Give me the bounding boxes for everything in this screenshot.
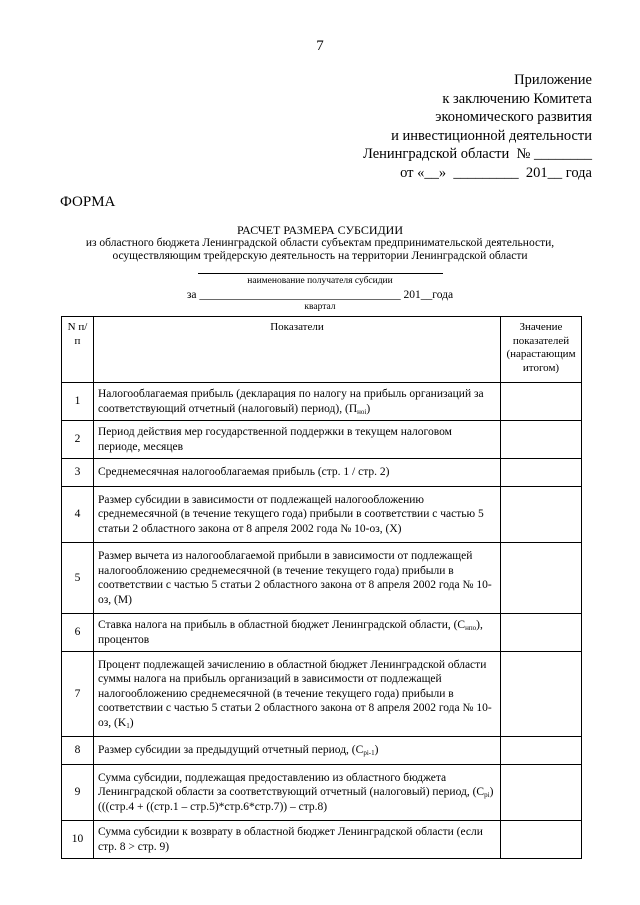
value-cell[interactable] <box>501 652 582 737</box>
document-title <box>0 224 640 263</box>
period-caption: квартал <box>304 302 336 312</box>
indicator-text: Размер субсидии за предыдущий отчетный период, (С <box>98 744 364 757</box>
recipient-caption: наименование получателя субсидии <box>247 276 393 286</box>
indicator-text: Размер вычета из налогооблагаемой прибыли в зависимости от подлежащей налогообложению среднемесячной (в течение текущего года) прибыли в соответствии с частью 5 статьи 2 областного закона от 8 апреля 2002 года № 10-оз, (М) <box>98 550 492 606</box>
table-row <box>62 383 582 421</box>
row-indicator <box>94 765 501 821</box>
indicator-tail: ) <box>374 744 379 757</box>
appendix-line: и инвестиционной деятельности <box>391 127 592 144</box>
value-cell[interactable] <box>501 765 582 821</box>
appendix-line: экономического развития <box>435 109 592 125</box>
row-number: 10 <box>62 821 94 859</box>
indicator-tail: ) <box>366 402 371 415</box>
appendix-line: Ленинградской области № ________ <box>362 146 592 162</box>
table-row <box>62 459 582 487</box>
row-indicator <box>94 421 501 459</box>
value-cell[interactable] <box>501 821 582 859</box>
row-number: 1 <box>62 383 94 421</box>
row-number: 7 <box>62 652 94 737</box>
period-field <box>0 289 640 312</box>
row-indicator <box>94 652 501 737</box>
indicator-text: Налогооблагаемая прибыль (декларация по налогу на прибыль организаций за соответствующий отчетный (налоговый) период), (П <box>98 388 484 415</box>
table-header-row <box>62 317 582 383</box>
appendix-line: Приложение <box>514 72 592 88</box>
row-number: 9 <box>62 765 94 821</box>
value-cell[interactable] <box>501 614 582 652</box>
value-cell[interactable] <box>501 421 582 459</box>
title-line: осуществляющим трейдерскую деятельность на территории Ленинградской области <box>112 250 528 262</box>
value-cell[interactable] <box>501 383 582 421</box>
row-number: 6 <box>62 614 94 652</box>
table-row <box>62 614 582 652</box>
row-indicator <box>94 383 501 421</box>
title-line: из областного бюджета Ленинградской области субъектам предпринимательской деятельности, <box>85 237 555 249</box>
indicator-subscript: pi <box>484 791 490 800</box>
header-indicators: Показатели <box>94 317 501 383</box>
row-number: 3 <box>62 459 94 487</box>
table-row <box>62 652 582 737</box>
row-number: 4 <box>62 487 94 543</box>
indicator-text: Период действия мер государственной поддержки в текущем налоговом периоде, месяцев <box>98 426 452 453</box>
row-number: 5 <box>62 543 94 614</box>
period-line: за ___________________________________ 201__года <box>186 289 454 301</box>
indicator-tail: ) (((стр.4 + ((стр.1 – стр.5)*стр.6*стр.7)) – стр.8) <box>98 786 494 813</box>
indicator-subscript: pi-1 <box>363 749 375 758</box>
table-row <box>62 543 582 614</box>
indicator-text: Размер субсидии в зависимости от подлежащей налогообложению среднемесячной (в течение текущего года) прибыли в соответствии с частью 5 статьи 2 областного закона от 8 апреля 2002 года № 10-оз, (Х) <box>98 493 484 535</box>
row-indicator <box>94 459 501 487</box>
title-heading: РАСЧЕТ РАЗМЕРА СУБСИДИИ <box>236 223 404 237</box>
recipient-underline <box>198 273 443 274</box>
indicator-text: Сумма субсидии к возврату в областной бюджет Ленинградской области (если стр. 8 > стр. 9) <box>98 826 483 853</box>
value-cell[interactable] <box>501 737 582 765</box>
form-label: ФОРМА <box>60 194 116 210</box>
table-row <box>62 737 582 765</box>
table-row <box>62 821 582 859</box>
indicator-subscript: нпо <box>465 624 477 632</box>
row-indicator <box>94 487 501 543</box>
recipient-field <box>0 273 640 286</box>
row-indicator <box>94 737 501 765</box>
appendix-line: к заключению Комитета <box>442 90 592 107</box>
indicator-subscript: 1 <box>126 721 130 730</box>
page-number: 7 <box>316 38 324 54</box>
appendix-block <box>363 71 592 182</box>
value-cell[interactable] <box>501 543 582 614</box>
row-indicator <box>94 543 501 614</box>
row-number: 8 <box>62 737 94 765</box>
table-row <box>62 487 582 543</box>
appendix-line: от «__» _________ 201__ года <box>400 164 592 181</box>
indicator-text: Процент подлежащей зачислению в областной бюджет Ленинградской области суммы налога на прибыль организаций в зависимости от подлежащей налогообложению среднемесячной (в течение текущего года) прибыли в соответствии с частью 5 статьи 2 областного закона от 8 апреля 2002 года № 10-оз, (K <box>98 658 492 729</box>
table-row <box>62 421 582 459</box>
header-num: N п/п <box>62 317 94 383</box>
indicator-text: Ставка налога на прибыль в областной бюджет Ленинградской области, (С <box>98 619 466 631</box>
header-value: Значение показателей (нарастающим итогом) <box>501 317 582 383</box>
indicator-tail: ) <box>129 716 134 729</box>
table-row <box>62 765 582 821</box>
value-cell[interactable] <box>501 487 582 543</box>
row-number: 2 <box>62 421 94 459</box>
row-indicator <box>94 614 501 652</box>
row-indicator <box>94 821 501 859</box>
indicator-text: Сумма субсидии, подлежащая предоставлению из областного бюджета Ленинградской области за соответствующий отчетный (налоговый) период, (С <box>98 771 485 799</box>
indicator-tail: ), процентов <box>98 619 483 646</box>
indicator-text: Среднемесячная налогооблагаемая прибыль (стр. 1 / стр. 2) <box>98 466 390 479</box>
subsidy-table <box>61 316 582 859</box>
indicator-subscript: нoi <box>357 407 367 416</box>
value-cell[interactable] <box>501 459 582 487</box>
